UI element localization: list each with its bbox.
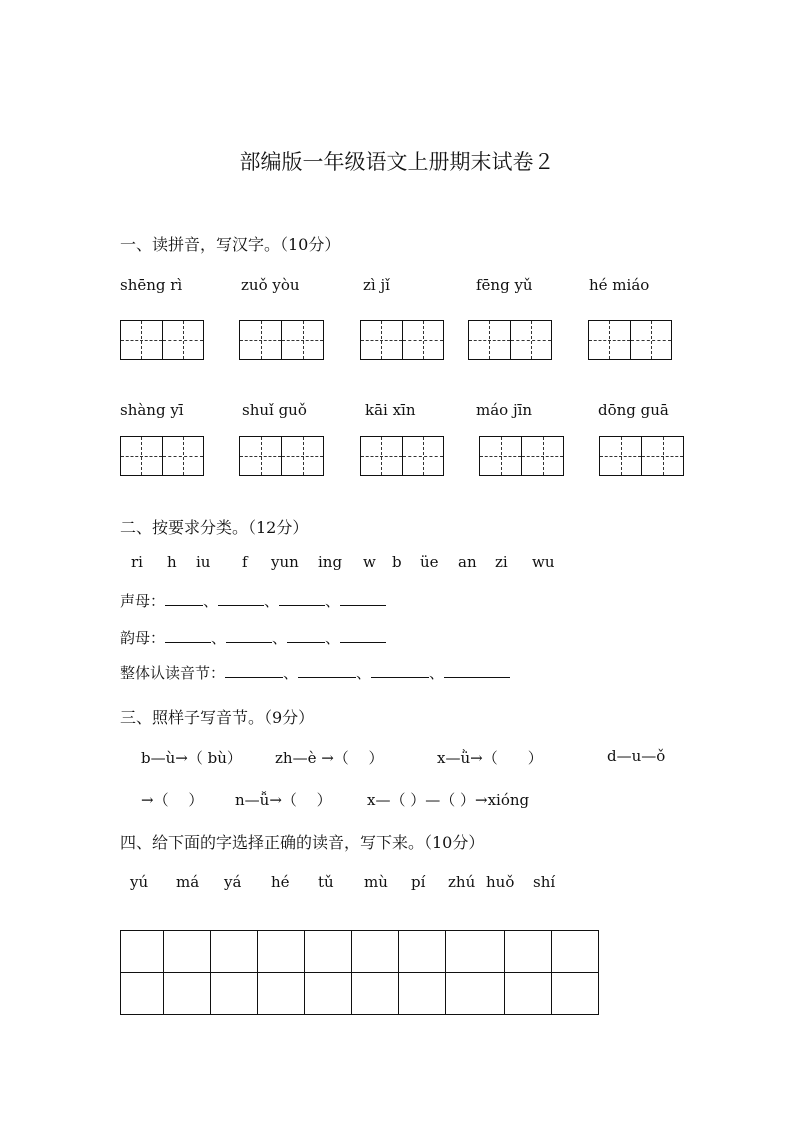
answer-blank[interactable]	[444, 663, 510, 678]
answer-blank[interactable]	[287, 628, 325, 643]
answer-blank[interactable]	[371, 663, 429, 678]
answer-blank[interactable]	[226, 628, 272, 643]
table-row	[121, 931, 599, 973]
syllable-item: an	[458, 553, 477, 571]
answer-cell[interactable]	[446, 973, 505, 1015]
spelling-item: d—u—ǒ	[607, 747, 666, 765]
shengmu-label: 声母：	[120, 592, 166, 610]
answer-cell[interactable]	[352, 973, 399, 1015]
answer-cell[interactable]	[552, 931, 599, 973]
pinyin-1-4: fēng yǔ	[476, 276, 533, 294]
separator: 、	[356, 664, 372, 682]
answer-cell[interactable]	[552, 973, 599, 1015]
answer-cell[interactable]	[446, 931, 505, 973]
separator: 、	[211, 629, 227, 647]
answer-cell[interactable]	[305, 973, 352, 1015]
writing-box-1-1[interactable]	[120, 320, 204, 360]
shengmu-row	[120, 590, 386, 611]
answer-blank[interactable]	[218, 591, 264, 606]
zhengti-label: 整体认读音节：	[120, 664, 226, 682]
writing-box-1-2[interactable]	[239, 320, 324, 360]
answer-cell[interactable]	[305, 931, 352, 973]
pinyin-2-5: dōng guā	[598, 401, 669, 419]
syllable-item: h	[167, 553, 177, 571]
separator: 、	[283, 664, 299, 682]
answer-blank[interactable]	[165, 591, 203, 606]
answer-cell[interactable]	[211, 973, 258, 1015]
answer-cell[interactable]	[211, 931, 258, 973]
writing-box-2-2[interactable]	[239, 436, 324, 476]
answer-blank[interactable]	[225, 663, 283, 678]
reading-option: zhú	[448, 873, 476, 891]
spelling-item: zh—è →（ ）	[275, 749, 384, 767]
answer-cell[interactable]	[258, 931, 305, 973]
syllable-item: üe	[420, 553, 439, 571]
syllable-item: zi	[495, 553, 508, 571]
reading-option: yú	[130, 873, 149, 891]
writing-box-1-3[interactable]	[360, 320, 444, 360]
pinyin-1-3: zì jǐ	[363, 276, 390, 294]
syllable-item: ri	[131, 553, 143, 571]
answer-cell[interactable]	[164, 931, 211, 973]
reading-option: yá	[224, 873, 242, 891]
answer-blank[interactable]	[340, 628, 386, 643]
spelling-item: x—（ ）—（ ）→xióng	[367, 791, 530, 809]
reading-option: tǔ	[318, 873, 334, 891]
separator: 、	[325, 592, 341, 610]
answer-cell[interactable]	[352, 931, 399, 973]
spelling-example: b—ù→（ bù）	[141, 749, 242, 767]
pinyin-1-2: zuǒ yòu	[241, 276, 300, 294]
answer-blank[interactable]	[165, 628, 211, 643]
answer-cell[interactable]	[121, 973, 164, 1015]
table-row	[121, 973, 599, 1015]
separator: 、	[325, 629, 341, 647]
answer-blank[interactable]	[340, 591, 386, 606]
reading-option: hé	[271, 873, 290, 891]
syllable-item: ing	[318, 553, 343, 571]
section-2-heading: 二、按要求分类。（12分）	[120, 518, 309, 537]
reading-option: huǒ	[486, 873, 515, 891]
pinyin-2-4: máo jīn	[476, 401, 533, 419]
yunmu-label: 韵母：	[120, 629, 166, 647]
spelling-item: x—ǜ→（ ）	[437, 749, 543, 767]
spelling-item: n—ǚ→（ ）	[235, 791, 332, 809]
syllable-item: f	[242, 553, 248, 571]
zhengti-row	[120, 662, 510, 683]
answer-cell[interactable]	[399, 973, 446, 1015]
section-3-heading: 三、照样子写音节。（9分）	[120, 708, 315, 727]
pinyin-1-1: shēng rì	[120, 276, 183, 294]
pinyin-2-1: shàng yī	[120, 401, 184, 419]
answer-grid	[120, 930, 599, 1015]
spelling-item: →（ ）	[141, 791, 204, 809]
section-4-heading: 四、给下面的字选择正确的读音，写下来。（10分）	[120, 833, 485, 852]
answer-cell[interactable]	[505, 973, 552, 1015]
answer-cell[interactable]	[399, 931, 446, 973]
writing-box-2-5[interactable]	[599, 436, 684, 476]
syllable-item: b	[392, 553, 402, 571]
section-1-heading: 一、读拼音，写汉字。（10分）	[120, 235, 341, 254]
answer-blank[interactable]	[279, 591, 325, 606]
syllable-item: w	[363, 553, 376, 571]
writing-box-1-4[interactable]	[468, 320, 552, 360]
pinyin-2-3: kāi xīn	[365, 401, 416, 419]
writing-box-1-5[interactable]	[588, 320, 672, 360]
reading-option: má	[176, 873, 200, 891]
syllable-item: iu	[196, 553, 211, 571]
answer-cell[interactable]	[258, 973, 305, 1015]
writing-box-2-1[interactable]	[120, 436, 204, 476]
syllable-item: wu	[532, 553, 555, 571]
syllable-item: yun	[271, 553, 299, 571]
writing-box-2-3[interactable]	[360, 436, 444, 476]
pinyin-1-5: hé miáo	[589, 276, 650, 294]
separator: 、	[264, 592, 280, 610]
reading-option: shí	[533, 873, 556, 891]
page-title: 部编版一年级语文上册期末试卷２	[239, 150, 555, 174]
reading-option: pí	[411, 873, 426, 891]
separator: 、	[429, 664, 445, 682]
separator: 、	[203, 592, 219, 610]
pinyin-2-2: shuǐ guǒ	[242, 401, 307, 419]
reading-option: mù	[364, 873, 388, 891]
answer-cell[interactable]	[505, 931, 552, 973]
yunmu-row	[120, 627, 386, 648]
writing-box-2-4[interactable]	[479, 436, 564, 476]
answer-cell[interactable]	[164, 973, 211, 1015]
answer-cell[interactable]	[121, 931, 164, 973]
separator: 、	[272, 629, 288, 647]
answer-blank[interactable]	[298, 663, 356, 678]
